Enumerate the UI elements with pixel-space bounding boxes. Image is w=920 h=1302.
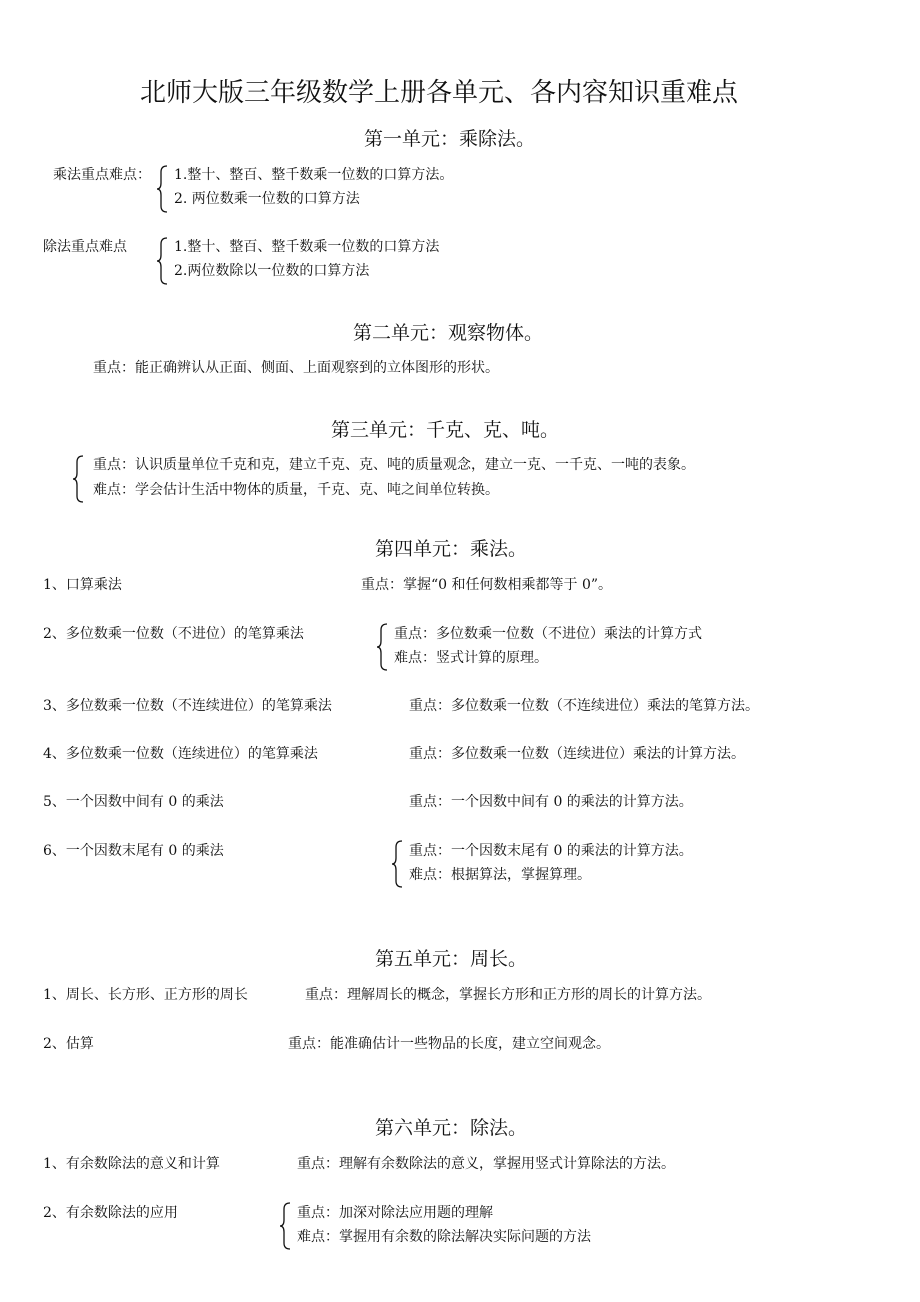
unit1-mult-item-1: 1.整十、整百、整千数乘一位数的口算方法。	[174, 167, 454, 183]
unit4-topic-4: 4、多位数乘一位数（连续进位）的笔算乘法	[43, 746, 318, 762]
brace-icon	[72, 454, 86, 504]
unit6-difficulty-2: 难点：掌握用有余数的除法解决实际问题的方法	[297, 1229, 591, 1245]
unit2-heading: 第二单元：观察物体。	[353, 322, 544, 344]
unit4-topic-6: 6、一个因数末尾有 0 的乘法	[43, 843, 224, 859]
unit4-difficulty-6: 难点：根据算法，掌握算理。	[409, 867, 591, 883]
brace-icon	[391, 839, 405, 889]
unit1-div-label: 除法重点难点	[43, 239, 127, 255]
brace-icon	[376, 622, 390, 672]
unit4-topic-1: 1、口算乘法	[43, 577, 122, 593]
unit4-heading: 第四单元：乘法。	[375, 538, 528, 560]
unit4-topic-3: 3、多位数乘一位数（不连续进位）的笔算乘法	[43, 698, 332, 714]
unit1-div-item-1: 1.整十、整百、整千数乘一位数的口算方法	[174, 239, 440, 255]
unit1-mult-label: 乘法重点难点：	[53, 167, 151, 183]
unit4-key-6: 重点：一个因数末尾有 0 的乘法的计算方法。	[409, 843, 693, 859]
unit4-topic-5: 5、一个因数中间有 0 的乘法	[43, 794, 224, 810]
unit4-difficulty-2: 难点：竖式计算的原理。	[394, 650, 548, 666]
unit4-key-5: 重点：一个因数中间有 0 的乘法的计算方法。	[409, 794, 693, 810]
unit1-heading: 第一单元：乘除法。	[364, 128, 536, 150]
unit3-heading: 第三单元：千克、克、吨。	[331, 419, 560, 441]
unit4-topic-2: 2、多位数乘一位数（不进位）的笔算乘法	[43, 626, 304, 642]
unit3-difficulty: 难点：学会估计生活中物体的质量，千克、克、吨之间单位转换。	[93, 482, 499, 498]
unit4-key-1: 重点：掌握“0 和任何数相乘都等于 0”。	[361, 577, 613, 593]
unit4-key-3: 重点：多位数乘一位数（不连续进位）乘法的笔算方法。	[409, 698, 759, 714]
unit6-key-1: 重点：理解有余数除法的意义，掌握用竖式计算除法的方法。	[297, 1156, 675, 1172]
unit3-key: 重点：认识质量单位千克和克，建立千克、克、吨的质量观念，建立一克、一千克、一吨的表象。	[93, 457, 695, 473]
brace-icon	[279, 1201, 293, 1251]
unit5-topic-2: 2、估算	[43, 1036, 94, 1052]
unit6-key-2: 重点：加深对除法应用题的理解	[297, 1205, 493, 1221]
document-title: 北师大版三年级数学上册各单元、各内容知识重难点	[140, 78, 739, 108]
unit5-topic-1: 1、周长、长方形、正方形的周长	[43, 987, 248, 1003]
unit1-div-item-2: 2.两位数除以一位数的口算方法	[174, 263, 370, 279]
unit1-mult-item-2: 2. 两位数乘一位数的口算方法	[174, 191, 360, 207]
brace-icon	[156, 236, 170, 286]
unit6-heading: 第六单元：除法。	[375, 1117, 528, 1139]
brace-icon	[156, 164, 170, 214]
unit5-heading: 第五单元：周长。	[375, 948, 528, 970]
unit4-key-4: 重点：多位数乘一位数（连续进位）乘法的计算方法。	[409, 746, 745, 762]
unit5-key-2: 重点：能准确估计一些物品的长度，建立空间观念。	[288, 1036, 610, 1052]
unit4-key-2: 重点：多位数乘一位数（不进位）乘法的计算方式	[394, 626, 702, 642]
unit6-topic-2: 2、有余数除法的应用	[43, 1205, 178, 1221]
unit6-topic-1: 1、有余数除法的意义和计算	[43, 1156, 220, 1172]
unit5-key-1: 重点：理解周长的概念，掌握长方形和正方形的周长的计算方法。	[305, 987, 711, 1003]
unit2-key: 重点：能正确辨认从正面、侧面、上面观察到的立体图形的形状。	[93, 360, 499, 376]
